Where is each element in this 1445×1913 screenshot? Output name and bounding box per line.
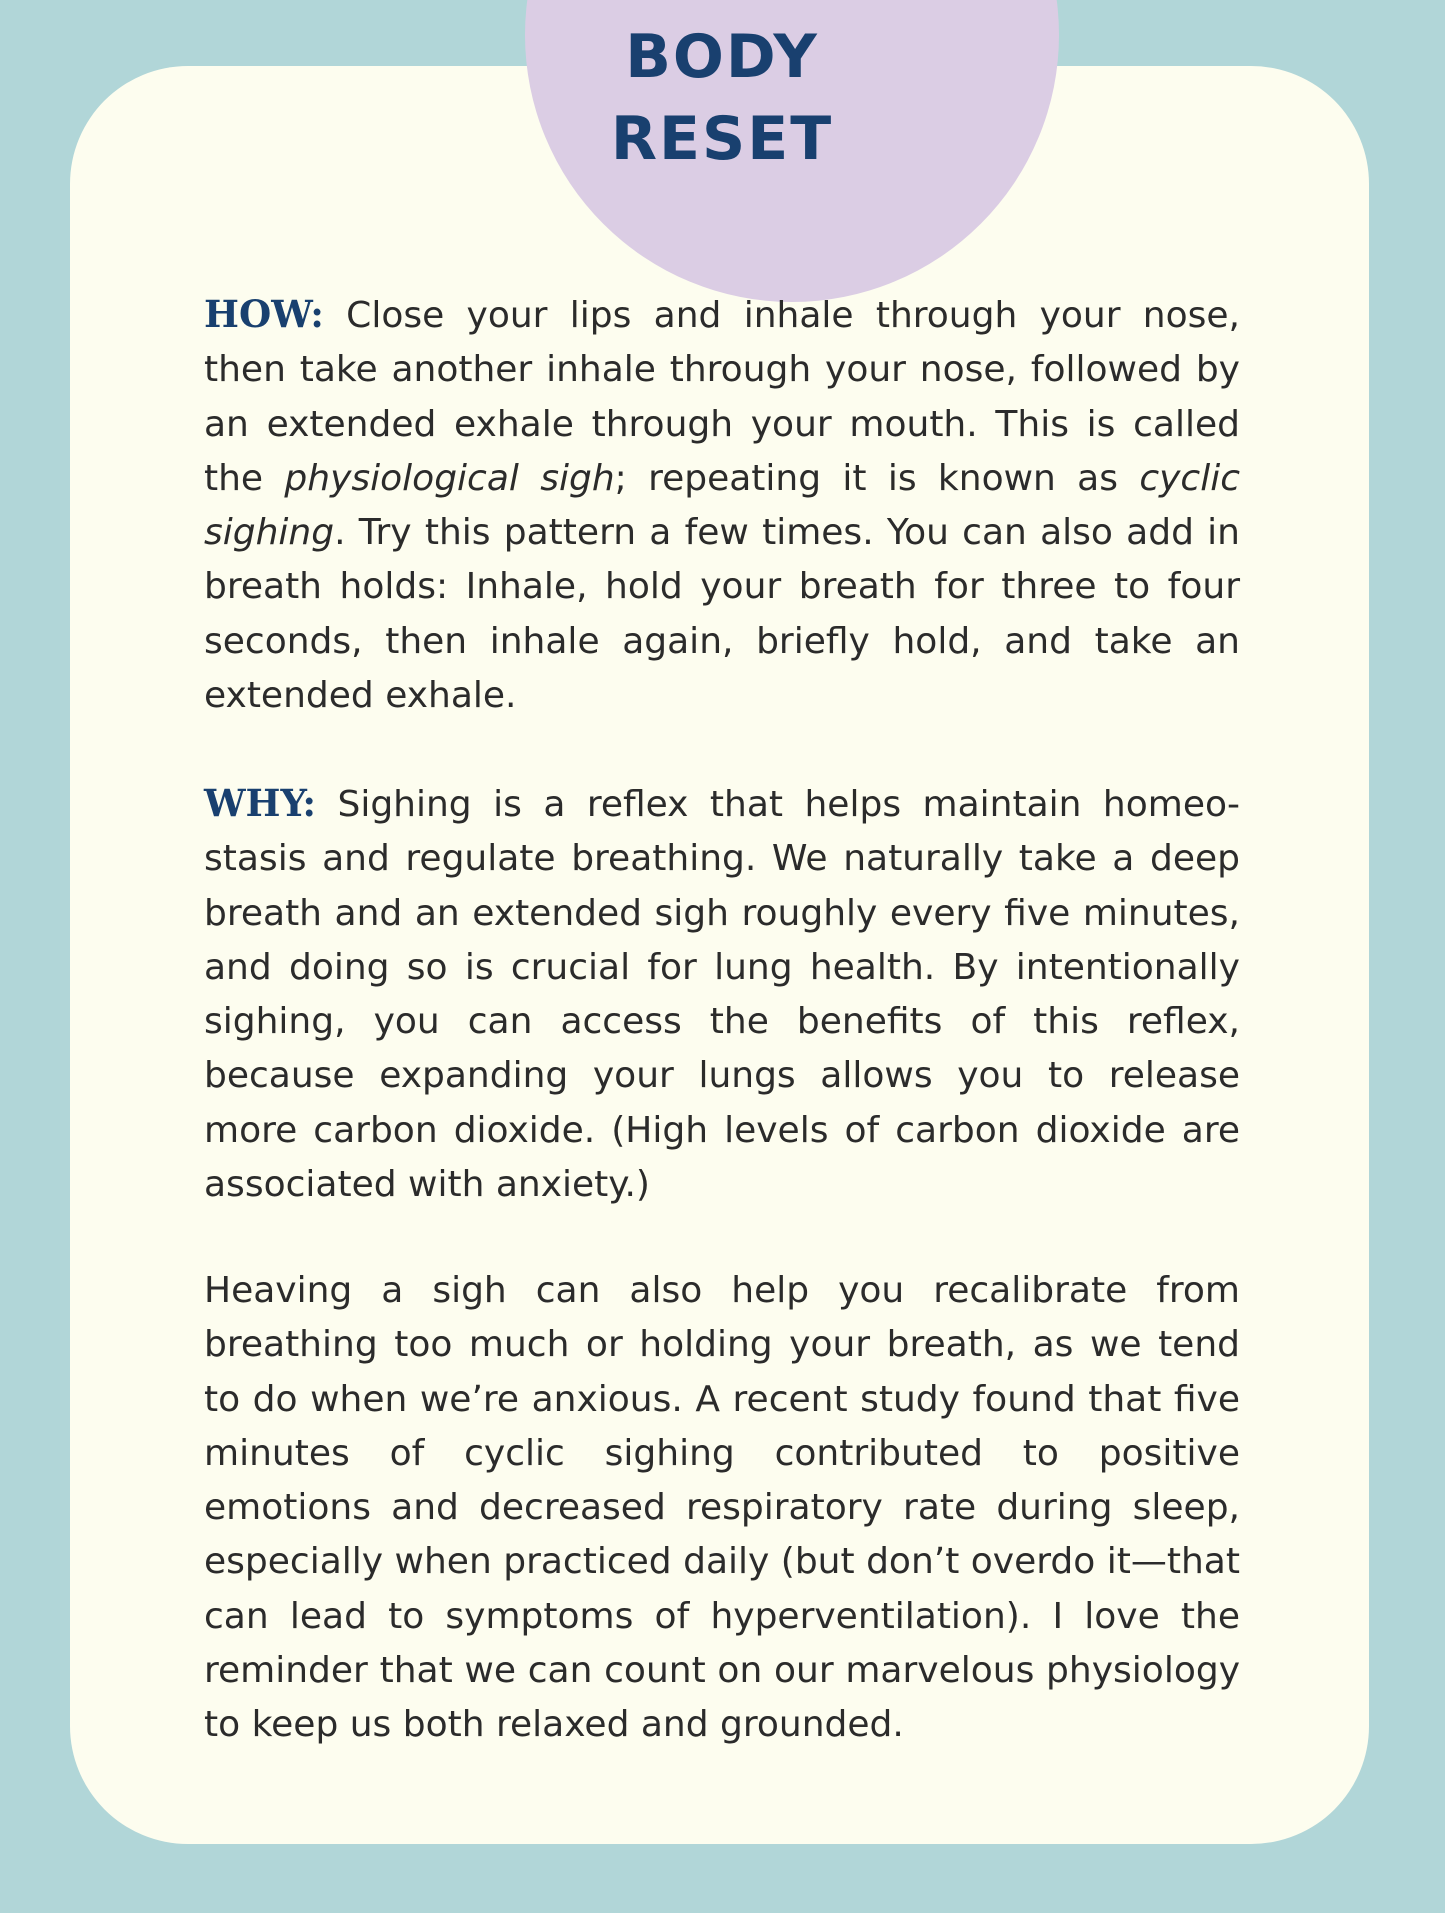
why-paragraph <box>204 776 1240 1212</box>
page-title <box>455 16 989 180</box>
how-text-1: Close your lips and inhale through your nose, then take another inhale through your nose, followed by an extended exhale through your mouth. This is called the <box>204 295 1240 499</box>
how-text-2: ; repeating it is known as <box>614 457 1140 499</box>
title-line-1: BODY <box>625 22 819 92</box>
how-emphasis-physiological-sigh: physiological sigh <box>284 457 615 499</box>
how-label: HOW: <box>204 292 324 336</box>
why-text: Sighing is a reflex that helps maintain homeostasis and regulate breathing. We naturally take a deep breath and an extended sigh roughly every five minutes, and doing so is crucial for lung health. By intentionally sighing, you can access the benefits of this reflex, because expanding your lungs allows you to release more carbon dioxide. (High levels of carbon dioxide are associated with anxiety.) <box>204 784 1240 1206</box>
why-label: WHY: <box>204 781 317 825</box>
closing-text: Heaving a sigh can also help you recalibrate from breathing too much or holding your breath, as we tend to do when we’re anxious. A recent study found that five minutes of cyclic sighing contributed to positive emotions and decreased respiratory rate during sleep, especially when practiced daily (but don’t overdo it—that can lead to symptoms of hyperventilation). I love the reminder that we can count on our marvelous physiology to keep us both relaxed and grounded. <box>204 1270 1240 1746</box>
closing-paragraph <box>204 1264 1240 1753</box>
how-text-3: . Try this pattern a few times. You can also add in breath holds: Inhale, hold your breath for three to four seconds, then inhale again, briefly hold, and take an extended exhale. <box>204 512 1240 717</box>
how-emphasis-cyclic-sighing: cyclic sighing <box>204 457 1240 554</box>
how-paragraph <box>204 287 1240 723</box>
title-line-2: RESET <box>610 104 834 174</box>
